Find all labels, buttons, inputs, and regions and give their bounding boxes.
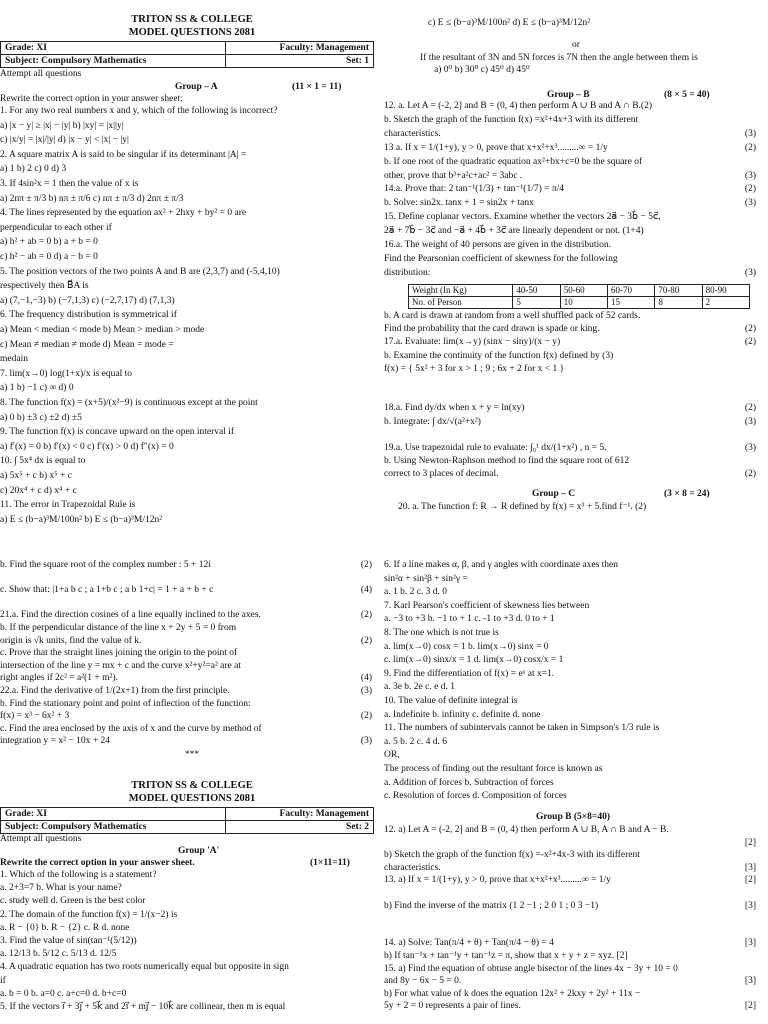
marks-label: (2) — [744, 184, 756, 195]
question-line: a) h² + ab = 0 b) a + b = 0 — [0, 237, 98, 248]
marks-label: (2) — [360, 610, 372, 621]
question-line: 17.a. Evaluate: lim(x→y) (sinx − siny)/(x − y) — [384, 337, 561, 348]
question-line: b. If one root of the quadratic equation ax²+bx+c=0 be the square of — [384, 156, 643, 167]
question-line: if — [0, 975, 6, 986]
question-line: Find the Pearsonian coefficient of skewness for the following — [384, 253, 618, 264]
question-line: c) 20x⁴ + c d) x⁴ + c — [0, 485, 77, 496]
question-line: b. Find the stationary point and point of inflection of the function: — [0, 698, 251, 709]
question-line: a) |x − y| ≥ |x| − |y| b) |xy| = |x||y| — [0, 120, 124, 131]
or-separator: or — [572, 40, 580, 50]
marks-label: [3] — [744, 938, 756, 949]
weight-table-cell: 8 — [655, 297, 702, 309]
grade-cell: Grade: XI — [1, 42, 226, 55]
question-line: 6. The frequency distribution is symmetrical if — [0, 310, 177, 321]
marks-label: (2) — [360, 635, 372, 646]
group-b-marks: (8 × 5 = 40) — [664, 90, 710, 100]
subject-cell: Subject: Compulsory Mathematics — [1, 821, 226, 834]
question-line: 10. The value of definite integral is — [384, 696, 518, 706]
question-line: 12. a) Let A = (-2, 2] and B = (0, 4) then perform A ∪ B, A ∩ B and A − B. — [384, 825, 669, 835]
group-a-heading: Group – A — [175, 82, 218, 92]
group-c-heading: Group – C — [532, 489, 576, 499]
weight-table-cell: 2 — [702, 297, 749, 309]
question-line: 1. For any two real numbers x and y, which of the following is incorrect? — [0, 106, 278, 116]
question-line: 3. If 4sin²x = 1 then the value of x is — [0, 179, 139, 189]
group-a-heading-set2: Group 'A' — [178, 846, 220, 856]
question-line: 6. If a line makes α, β, and γ angles with coordinate axes then — [384, 560, 619, 570]
question-line: b. Find the square root of the complex number : 5 + 12i — [0, 560, 211, 570]
marks-label: [3] — [744, 900, 756, 911]
question-line: 11. The error in Trapezoidal Rule is — [0, 500, 136, 511]
question-20a: 20. a. The function f: R → R defined by f(x) = x³ + 5.find f⁻¹. (2) — [398, 502, 647, 512]
question-line: a) f′(x) = 0 b) f′(x) < 0 c) f′(x) > 0 d) f″(x) = 0 — [0, 441, 174, 452]
question-line: 2. A square matrix A is said to be singular if its determinant |A| = — [0, 149, 247, 160]
question-line: right angles if 2c² = a²(1 + m²). — [0, 673, 118, 684]
weight-table-header-cell: 70-80 — [655, 285, 702, 297]
rewrite-instruction: Rewrite the correct option in your answer sheet: — [0, 94, 183, 104]
group-b-heading: Group – B — [547, 90, 590, 100]
question-line: origin is √k units, find the value of k. — [0, 635, 142, 646]
rewrite-instruction-set2: Rewrite the correct option in your answer sheet. — [0, 858, 195, 868]
question-line: 14. a) Solve: Tan(π/4 + θ) + Tan(π/4 − θ) = 4 — [384, 938, 554, 949]
weight-table-cell: 15 — [608, 297, 655, 309]
marks-label: [3] — [744, 862, 756, 873]
question-line: 11. The numbers of subintervals cannot be taken in Simpson's 1/3 rule is — [384, 723, 660, 734]
question-line: a. 12/13 b. 5/12 c. 5/13 d. 12/5 — [0, 949, 117, 960]
question-line: c) Mean ≠ median ≠ mode d) Mean = mode = — [0, 339, 174, 350]
question-line: a. 2+3=7 b. What is your name? — [0, 883, 122, 894]
question-line: respectively then B⃗A is — [0, 281, 89, 292]
question-line: b. Sketch the graph of the function f(x) =x²+4x+3 with its different — [384, 114, 639, 125]
question-line: 12. a. Let A = (-2, 2] and B = (0, 4) then perform A ∪ B and A ∩ B.(2) — [384, 101, 653, 111]
faculty-cell: Faculty: Management — [226, 42, 374, 55]
question-line: 9. The function f(x) is concave upward on the open interval if — [0, 427, 235, 438]
marks-label: (3) — [744, 170, 756, 181]
question-line: f(x) = { 5x² + 3 for x > 1 ; 9 ; 6x + 2 for x < 1 } — [384, 363, 565, 374]
question-line: 3. Find the value of sin(tan⁻¹(5/12)) — [0, 936, 137, 946]
question-line: The process of finding out the resultant force is known as — [384, 764, 603, 774]
marks-label: (3) — [744, 443, 756, 453]
weight-table-header-cell: 50-60 — [560, 285, 607, 297]
question-line: integration y = x² − 10x + 24 — [0, 736, 110, 747]
marks-label: (3) — [360, 736, 372, 747]
page-set1-part2 — [384, 0, 768, 535]
question-line: a) 2nπ ± π/3 b) nπ ± π/6 c) nπ ± π/3 d) 2nπ ± π/3 — [0, 193, 184, 204]
question-line: 10. ∫ 5x⁴ dx is equal to — [0, 456, 86, 467]
question-line: b. If the perpendicular distance of the line x + 2y + 5 = 0 from — [0, 623, 237, 633]
rewrite-marks-set2: (1×11=11) — [310, 858, 350, 868]
exam-title: MODEL QUESTIONS 2081 — [128, 27, 256, 38]
question-line: b. Integrate: ∫ dx/√(a²+x²) — [384, 416, 481, 427]
question-line: 19.a. Use trapezoidal rule to evaluate: ∫₀¹ dx/(1+x²) , n = 5. — [384, 443, 607, 453]
subject-cell: Subject: Compulsory Mathematics — [1, 55, 226, 68]
marks-label: (3) — [744, 267, 756, 278]
question-line: b. A card is drawn at random from a well shuffled pack of 52 cards. — [384, 311, 641, 321]
question-line: 18.a. Find dy/dx when x + y = ln(xy) — [384, 403, 525, 414]
marks-label: (4) — [360, 673, 372, 684]
weight-table-header-cell: 80-90 — [702, 285, 749, 297]
set-cell: Set: 2 — [226, 821, 374, 834]
question-line: c. Show that: |1+a b c ; a 1+b c ; a b 1+c| = 1 + a + b + c — [0, 585, 214, 596]
question-line: intersection of the line y = mx + c and the curve x²+y²=a² are at — [0, 660, 242, 671]
question-line: 4. The lines represented by the equation ax² + 2hxy + by² = 0 are — [0, 208, 247, 219]
weight-table — [408, 284, 750, 309]
question-line: b. Solve: sin2x. tanx + 1 = sin2x + tanx — [384, 198, 534, 209]
question-line: 4. A quadratic equation has two roots numerically equal but opposite in sign — [0, 962, 289, 973]
marks-label: [2] — [744, 837, 756, 848]
question-line: 15. a) Find the equation of obtuse angle bisector of the lines 4x − 3y + 10 = 0 — [384, 963, 678, 974]
question-line: c. Resolution of forces d. Composition of forces — [384, 791, 567, 802]
question-line: 16.a. The weight of 40 persons are given in the distribution. — [384, 240, 611, 250]
faculty-cell: Faculty: Management — [226, 808, 374, 821]
question-line: b) Sketch the graph of the function f(x) =-x²+4x-3 with its different — [384, 850, 640, 861]
weight-table-header-cell: Weight (In Kg) — [409, 285, 513, 297]
exam-title-set2: MODEL QUESTIONS 2081 — [128, 793, 256, 804]
question-line: 5. The position vectors of the two points A and B are (2,3,7) and (-5,4,10) — [0, 266, 280, 277]
weight-table-header-row — [409, 285, 750, 297]
question-line: 15. Define coplanar vectors. Examine whether the vectors 2a⃗ − 3b⃗ − 5c⃗, — [384, 212, 661, 223]
set-cell: Set: 1 — [226, 55, 374, 68]
question-line: c) |x/y| = |x|/|y| d) |x − y| < |x| − |y| — [0, 135, 129, 146]
question-line: b) For what value of k does the equation 12x² + 2kxy + 2y² + 11x − — [384, 988, 641, 999]
info-table-set2 — [0, 807, 374, 834]
end-stars: *** — [184, 750, 200, 760]
question-line: f(x) = x³ − 6x² + 3 — [0, 711, 70, 722]
marks-label: [2] — [744, 1001, 756, 1012]
question-line: 8. The one which is not true is — [384, 628, 499, 638]
question-line: b. Examine the continuity of the function f(x) defined by (3) — [384, 350, 614, 361]
question-line: a) 1 b) 2 c) 0 d) 3 — [0, 164, 67, 175]
weight-table-header-cell: 60-70 — [608, 285, 655, 297]
question-line: a. Indefinite b. infinity c. definite d. none — [384, 709, 541, 720]
question-line: correct to 3 places of decimal. — [384, 469, 499, 480]
question-line: 2. The domain of the function f(x) = 1/(x−2) is — [0, 909, 178, 920]
error-options-cd: c) E ≤ (b−a)³M/100n² d) E ≤ (b−a)³M/12n² — [428, 18, 591, 28]
question-line: a. R − {0} b. R − {2} c. R d. none — [0, 922, 130, 933]
question-line: a) (7,−1,−3) b) (−7,1,3) c) (−2,7,17) d) (7,1,3) — [0, 295, 175, 306]
question-line: 1. Which of the following is a statement? — [0, 870, 157, 880]
question-line: 8. The function f(x) = (x+5)/(x²−9) is continuous except at the point — [0, 398, 258, 408]
question-line: a) E ≤ (b−a)³M/100n² b) E ≤ (b−a)³M/12n² — [0, 514, 163, 525]
question-line: a. 1 b. 2 c. 3 d. 0 — [384, 587, 448, 598]
marks-label: (3) — [744, 128, 756, 139]
question-line: characteristics. — [384, 862, 441, 873]
weight-table-header-cell: 40-50 — [513, 285, 560, 297]
question-line: a) 0 b) ±3 c) ±2 d) ±5 — [0, 412, 82, 423]
question-line: b) If tan⁻¹x + tan⁻¹y + tan⁻¹z = π, show that x + y + z = xyz. [2] — [384, 951, 628, 961]
question-line: 9. Find the differentiation of f(x) = eˣ at x=1. — [384, 668, 555, 679]
question-line: Find the probability that the card drawn is spade or king. — [384, 324, 600, 335]
marks-label: (3) — [360, 686, 372, 696]
question-line: a) Mean < median < mode b) Mean > median > mode — [0, 325, 205, 335]
school-name: TRITON SS & COLLEGE — [131, 14, 253, 25]
weight-table-data-row — [409, 297, 750, 309]
attempt-instruction: Attempt all questions — [0, 69, 82, 79]
question-line: a. −3 to +3 b. −1 to + 1 c. -1 to +3 d. 0 to + 1 — [384, 614, 555, 625]
marks-label: [3] — [744, 976, 756, 987]
question-line: a. 5 b. 2 c. 4 d. 6 — [384, 736, 448, 747]
question-line: other, prove that b³+a²c+ac² = 3abc . — [384, 170, 523, 181]
question-line: 5. If the vectors i⃗ + 3j⃗ + 5k⃗ and 2i⃗ + mj⃗ − 10k⃗ are collinear, then m is equal — [0, 1002, 286, 1012]
question-line: a) 5x⁵ + c b) x⁵ + c — [0, 471, 72, 481]
question-line: characteristics. — [384, 128, 441, 139]
marks-label: (3) — [744, 416, 756, 427]
question-line: perpendicular to each other if — [0, 222, 112, 233]
question-line: OR, — [384, 750, 400, 761]
question-line: distribution: — [384, 267, 431, 278]
marks-label: (4) — [360, 585, 372, 596]
question-line: 21.a. Find the direction cosines of a line equally inclined to the axes. — [0, 610, 261, 621]
group-c-marks: (3 × 8 = 24) — [664, 489, 710, 499]
question-line: 13. a) If x = 1/(1+y), y > 0, prove that x+x²+x³.........∞ = 1/y — [384, 875, 611, 886]
question-line: and 8y − 6x − 5 = 0. — [384, 976, 462, 987]
question-line: a. 3e b. 2e c. e d. 1 — [384, 682, 455, 693]
weight-table-cell: No. of Person — [409, 297, 513, 309]
question-line: a) 1 b) −1 c) ∞ d) 0 — [0, 383, 74, 394]
question-line: 2a⃗ + 7b⃗ − 3c⃗ and −a⃗ + 4b⃗ + 3c⃗ are linearly dependent or not. (1+4) — [384, 226, 644, 237]
marks-label: (2) — [744, 469, 756, 480]
question-line: c) h² − ab = 0 d) a − b = 0 — [0, 252, 98, 262]
question-line: 14.a. Prove that: 2 tan⁻¹(1/3) + tan⁻¹(1/7) = π/4 — [384, 184, 565, 195]
page-set1-part3-set2-part1 — [0, 555, 384, 1024]
marks-label: (2) — [744, 403, 756, 414]
force-options: a) 0⁰ b) 30⁰ c) 45⁰ d) 45⁰ — [434, 65, 530, 75]
info-table — [0, 41, 374, 68]
question-line: 7. lim(x→0) log(1+x)/x is equal to — [0, 368, 133, 379]
page-set2-part2 — [384, 555, 768, 1024]
question-line: 7. Karl Pearson's coefficient of skewness lies between — [384, 600, 590, 611]
marks-label: (2) — [744, 142, 756, 153]
question-line: a. Addition of forces b. Subtraction of forces — [384, 777, 554, 788]
marks-label: (2) — [360, 711, 372, 722]
question-line: 5y + 2 = 0 represents a pair of lines. — [384, 1001, 521, 1012]
marks-label: (2) — [360, 560, 372, 570]
question-line: 22.a. Find the derivative of 1/(2x+1) from the first principle. — [0, 686, 230, 696]
school-name-set2: TRITON SS & COLLEGE — [131, 780, 253, 791]
question-line: c. study well d. Green is the best color — [0, 896, 146, 907]
question-line: a. lim(x→0) cosx = 1 b. lim(x→0) sinx = 0 — [384, 641, 549, 652]
question-line: sin²α + sin²β + sin²γ = — [384, 573, 468, 584]
marks-label: [2] — [744, 875, 756, 886]
question-line: 13 a. If x = 1/(1+y), y > 0, prove that x+x²+x³.........∞ = 1/y — [384, 142, 608, 153]
force-question: If the resultant of 3N and 5N forces is 7N then the angle between them is — [420, 53, 698, 63]
question-line: c. Prove that the straight lines joining the origin to the point of — [0, 648, 238, 659]
group-a-marks: (11 × 1 = 11) — [292, 82, 342, 92]
marks-label: (2) — [744, 337, 756, 348]
attempt-instruction-set2: Attempt all questions — [0, 834, 82, 844]
question-line: c. Find the area enclosed by the axis of x and the curve by method of — [0, 723, 262, 734]
question-line: c. lim(x→0) sinx/x = 1 d. lim(x→0) cosx/x = 1 — [384, 655, 564, 666]
question-line: b. Using Newton-Raphson method to find the square root of 612 — [384, 456, 630, 467]
question-line: b) Find the inverse of the matrix (1 2 −1 ; 2 0 1 ; 0 3 −1) — [384, 900, 599, 911]
weight-table-cell: 10 — [560, 297, 607, 309]
marks-label: (2) — [744, 324, 756, 335]
grade-cell: Grade: XI — [1, 808, 226, 821]
weight-table-cell: 5 — [513, 297, 560, 309]
page-set1-part1 — [0, 0, 384, 535]
marks-label: (3) — [744, 198, 756, 209]
question-line: a. b = 0 b. a=0 c. a+c=0 d. b+c=0 — [0, 988, 127, 999]
group-b-heading-set2: Group B (5×8=40) — [536, 812, 610, 822]
question-line: medain — [0, 354, 28, 365]
